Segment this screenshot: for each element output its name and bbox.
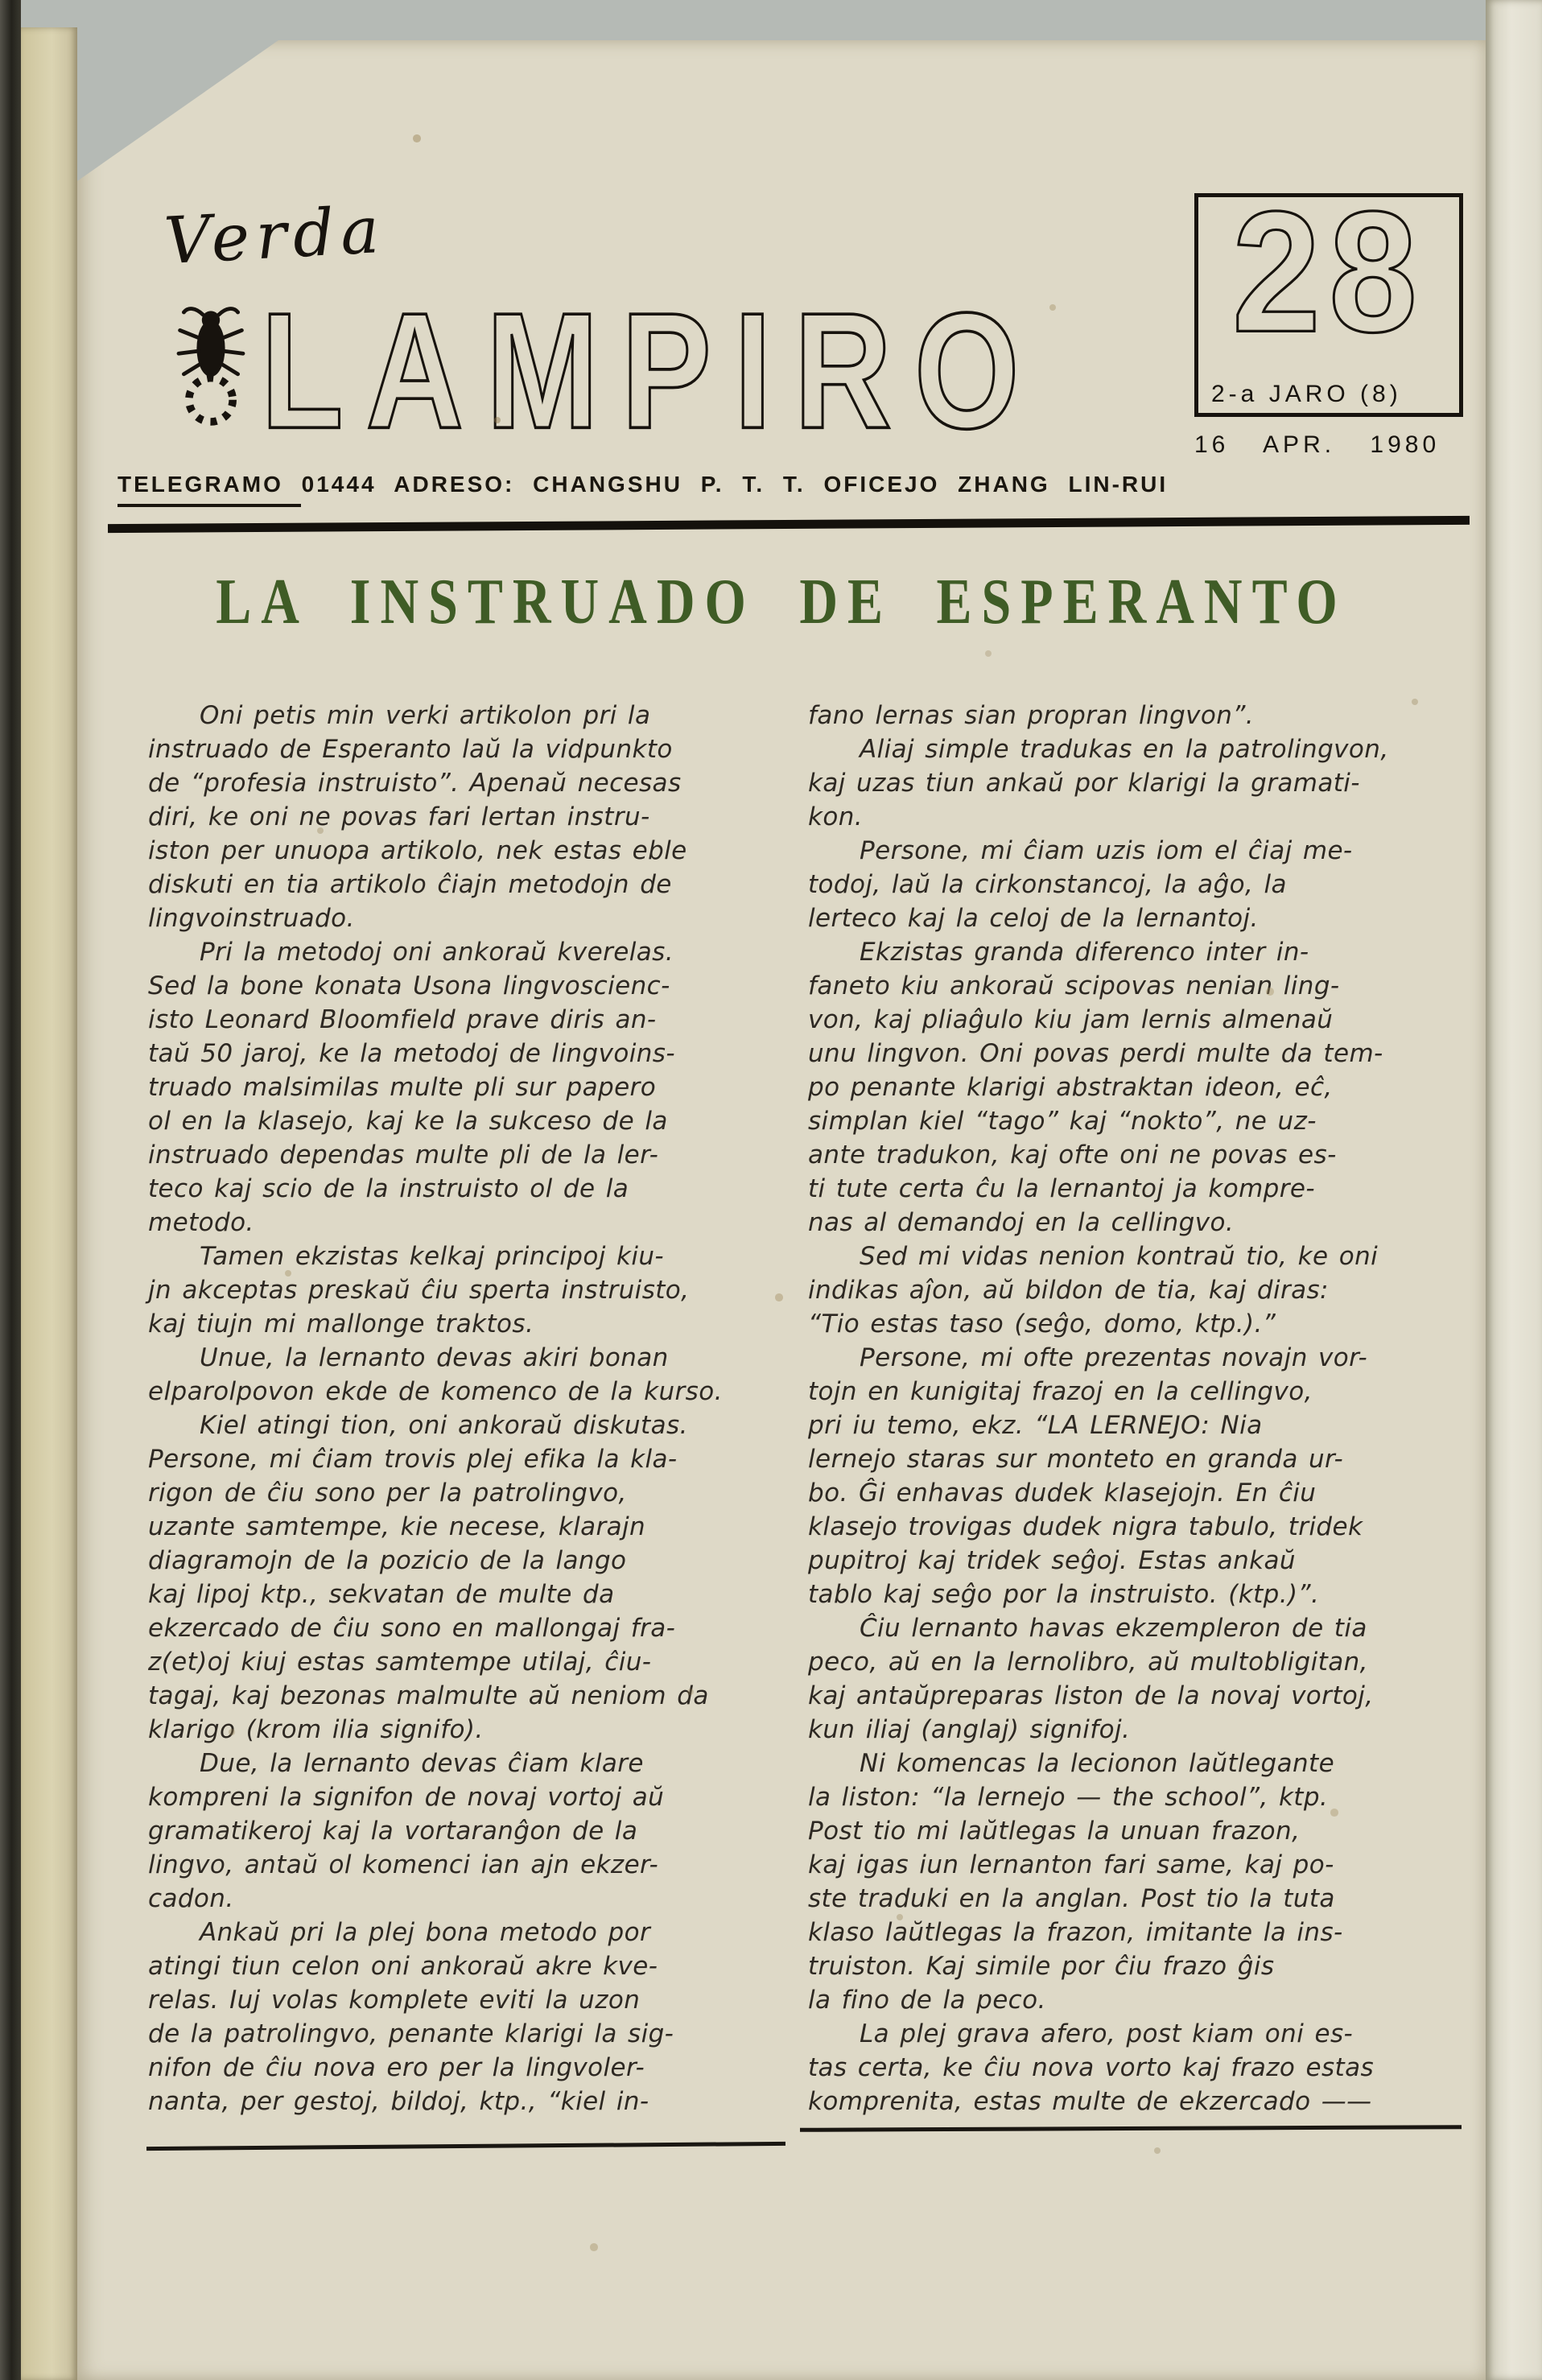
text-line: unu lingvon. Oni povas perdi multe da tem-: [808, 1039, 1383, 1068]
text-line: rigon de ĉiu sono per la patrolingvo,: [148, 1479, 627, 1508]
article-body: [148, 699, 1468, 2118]
masthead-title: LAMPIRO: [261, 278, 1042, 464]
text-line: todoj, laŭ la cirkonstancoj, la aĝo, la: [808, 870, 1287, 899]
text-line: la fino de la peco.: [808, 1986, 1046, 2015]
paragraph: [808, 1341, 1468, 1611]
text-line: kompreni la signifon de novaj vortoj aŭ: [148, 1783, 665, 1812]
text-line: uzante samtempe, kie necese, klarajn: [148, 1512, 646, 1541]
text-line: simplan kiel “tago” kaj “nokto”, ne uz-: [808, 1107, 1317, 1136]
text-line: La plej grava afero, post kiam oni es-: [860, 2019, 1354, 2048]
text-line: teco kaj scio de la instruisto ol de la: [148, 1174, 629, 1203]
text-line: tagaj, kaj bezonas malmulte aŭ neniom da: [148, 1681, 709, 1710]
text-line: diagramojn de la pozicio de la lango: [148, 1546, 627, 1575]
text-line: Persone, mi ĉiam uzis iom el ĉiaj me-: [860, 836, 1353, 865]
text-line: kun iliaj (anglaj) signifoj.: [808, 1715, 1131, 1744]
text-line: tojn en kunigitaj frazoj en la cellingvo,: [808, 1377, 1313, 1406]
issue-number: 28: [1231, 175, 1426, 368]
text-line: gramatikeroj kaj la vortaranĝon de la: [148, 1817, 638, 1846]
text-line: Aliaj simple tradukas en la patrolingvon,: [860, 735, 1389, 764]
text-line: Ĉiu lernanto havas ekzempleron de tia: [860, 1614, 1367, 1643]
text-line: tablo kaj seĝo por la instruisto. (ktp.)”.: [808, 1580, 1320, 1609]
telegram-address-line: TELEGRAMO 01444 ADRESO: CHANGSHU P. T. T. OFICEJO ZHANG LIN-RUI: [118, 472, 1169, 497]
text-line: kaj antaŭpreparas liston de la novaj vortoj,: [808, 1681, 1374, 1710]
book-binding-strip: [0, 0, 21, 2380]
text-line: instruado de Esperanto laŭ la vidpunkto: [148, 735, 673, 764]
telegram-underline: [118, 504, 301, 507]
page-stack-edge: [21, 27, 77, 2380]
text-line: nanta, per gestoj, bildoj, ktp., “kiel in-: [148, 2087, 649, 2116]
article-title: LA INSTRUADO DE ESPERANTO: [216, 566, 1347, 638]
text-line: de la patrolingvo, penante klarigi la sig-: [148, 2019, 674, 2048]
text-line: Due, la lernanto devas ĉiam klare: [200, 1749, 644, 1778]
text-line: von, kaj pliaĝulo kiu jam lernis almenaŭ: [808, 1005, 1334, 1034]
text-line: ekzercado de ĉiu sono en mallongaj fra-: [148, 1614, 676, 1643]
text-line: de “profesia instruisto”. Apenaŭ necesas: [148, 769, 682, 798]
paragraph: [808, 732, 1468, 834]
text-line: fano lernas sian propran lingvon”.: [808, 701, 1255, 730]
masthead-rule: [108, 516, 1470, 533]
paragraph: [148, 699, 789, 935]
text-line: truado malsimilas multe pli sur papero: [148, 1073, 657, 1102]
paragraph: [808, 1611, 1468, 1747]
text-line: lingvoinstruado.: [148, 904, 355, 933]
text-line: faneto kiu ankoraŭ scipovas nenian ling-: [808, 971, 1340, 1000]
text-line: taŭ 50 jaroj, ke la metodoj de lingvoins-: [148, 1039, 675, 1068]
text-line: Kiel atingi tion, oni ankoraŭ diskutas.: [200, 1411, 688, 1440]
paragraph: [148, 1409, 789, 1747]
text-line: ti tute certa ĉu la lernantoj ja kompre-: [808, 1174, 1315, 1203]
text-line: lernejo staras sur monteto en granda ur-: [808, 1445, 1344, 1474]
paragraph: [808, 834, 1468, 935]
text-line: ol en la klasejo, kaj ke la sukceso de la: [148, 1107, 668, 1136]
text-line: klasejo trovigas dudek nigra tabulo, tridek: [808, 1512, 1363, 1541]
text-line: Sed mi vidas nenion kontraŭ tio, ke oni: [860, 1242, 1379, 1271]
text-line: nas al demandoj en la cellingvo.: [808, 1208, 1235, 1237]
text-line: kaj tiujn mi mallonge traktos.: [148, 1310, 534, 1338]
magazine-page: [77, 40, 1486, 2380]
text-line: po penante klarigi abstraktan ideon, eĉ,: [808, 1073, 1333, 1102]
issue-year-label: 2-a JARO (8): [1211, 381, 1402, 407]
paragraph: [148, 1747, 789, 1916]
text-line: nifon de ĉiu nova ero per la lingvoler-: [148, 2053, 645, 2082]
text-line: diskuti en tia artikolo ĉiajn metodojn de: [148, 870, 672, 899]
text-line: z(et)oj kiuj estas samtempe utilaj, ĉiu-: [148, 1648, 652, 1677]
text-line: iston per unuopa artikolo, nek estas eble: [148, 836, 687, 865]
firefly-icon: [172, 296, 249, 431]
text-line: pri iu temo, ekz. “LA LERNEJO: Nia: [808, 1411, 1263, 1440]
text-line: ante tradukon, kaj ofte oni ne povas es-: [808, 1141, 1337, 1169]
text-line: Ni komencas la lecionon laŭtlegante: [860, 1749, 1335, 1778]
text-line: Ankaŭ pri la plej bona metodo por: [200, 1918, 651, 1947]
text-line: diri, ke oni ne povas fari lertan instru-: [148, 802, 650, 831]
text-line: kaj lipoj ktp., sekvatan de multe da: [148, 1580, 615, 1609]
footer-rule-left: [146, 2142, 785, 2151]
text-line: lingvo, antaŭ ol komenci ian ajn ekzer-: [148, 1850, 659, 1879]
text-line: indikas aĵon, aŭ bildon de tia, kaj diras:: [808, 1276, 1329, 1305]
text-line: Tamen ekzistas kelkaj principoj kiu-: [200, 1242, 664, 1271]
paragraph: [148, 1916, 789, 2118]
text-line: Post tio mi laŭtlegas la unuan frazon,: [808, 1817, 1301, 1846]
text-line: Persone, mi ofte prezentas novajn vor-: [860, 1343, 1368, 1372]
text-line: Pri la metodoj oni ankoraŭ kverelas.: [200, 938, 674, 967]
issue-number-box: [1194, 175, 1463, 417]
article-column-left: [148, 699, 789, 2118]
masthead-pretitle: Verda: [162, 192, 388, 279]
text-line: cadon.: [148, 1884, 234, 1913]
text-line: komprenita, estas multe de ekzercado ——: [808, 2087, 1372, 2116]
text-line: Ekzistas granda diferenco inter in-: [860, 938, 1309, 967]
text-line: pupitroj kaj tridek seĝoj. Estas ankaŭ: [808, 1546, 1296, 1575]
issue-date: 16 APR. 1980: [1194, 431, 1441, 458]
text-line: lerteco kaj la celoj de la lernantoj.: [808, 904, 1259, 933]
text-line: Unue, la lernanto devas akiri bonan: [200, 1343, 669, 1372]
text-line: jn akceptas preskaŭ ĉiu sperta instruisto,: [148, 1276, 690, 1305]
text-line: instruado dependas multe pli de la ler-: [148, 1141, 659, 1169]
next-page-edge: [1486, 0, 1542, 2380]
text-line: ste traduki en la anglan. Post tio la tuta: [808, 1884, 1335, 1913]
text-line: kaj uzas tiun ankaŭ por klarigi la gramati-: [808, 769, 1360, 798]
paragraph: [808, 2017, 1468, 2118]
text-line: metodo.: [148, 1208, 254, 1237]
text-line: isto Leonard Bloomfield prave diris an-: [148, 1005, 657, 1034]
text-line: peco, aŭ en la lernolibro, aŭ multobligitan,: [808, 1648, 1368, 1677]
text-line: klaso laŭtlegas la frazon, imitante la ins-: [808, 1918, 1343, 1947]
text-line: truiston. Kaj simile por ĉiu frazo ĝis: [808, 1952, 1275, 1981]
text-line: klarigo (krom ilia signifo).: [148, 1715, 484, 1744]
footer-rule-right: [800, 2125, 1462, 2132]
paragraph: [808, 1239, 1468, 1341]
paragraph: [808, 1747, 1468, 2017]
text-line: atingi tiun celon oni ankoraŭ akre kve-: [148, 1952, 658, 1981]
paragraph: [808, 935, 1468, 1239]
text-line: bo. Ĝi enhavas dudek klasejojn. En ĉiu: [808, 1479, 1317, 1508]
paragraph: [148, 1341, 789, 1409]
text-line: Sed la bone konata Usona lingvoscienc-: [148, 971, 670, 1000]
paragraph: [808, 699, 1468, 732]
paragraph: [148, 935, 789, 1239]
page-corner-shadow: [77, 40, 278, 181]
text-line: tas certa, ke ĉiu nova vorto kaj frazo estas: [808, 2053, 1375, 2082]
text-line: “Tio estas taso (seĝo, domo, ktp.).”: [808, 1310, 1276, 1338]
text-line: kaj igas iun lernanton fari same, kaj po-: [808, 1850, 1334, 1879]
text-line: elparolpovon ekde de komenco de la kurso.: [148, 1377, 723, 1406]
text-line: relas. Iuj volas komplete eviti la uzon: [148, 1986, 641, 2015]
text-line: Oni petis min verki artikolon pri la: [200, 701, 651, 730]
text-line: Persone, mi ĉiam trovis plej efika la kla-: [148, 1445, 678, 1474]
text-line: la liston: “la lernejo — the school”, ktp.: [808, 1783, 1329, 1812]
article-column-right: [808, 699, 1468, 2118]
text-line: kon.: [808, 802, 864, 831]
paragraph: [148, 1239, 789, 1341]
